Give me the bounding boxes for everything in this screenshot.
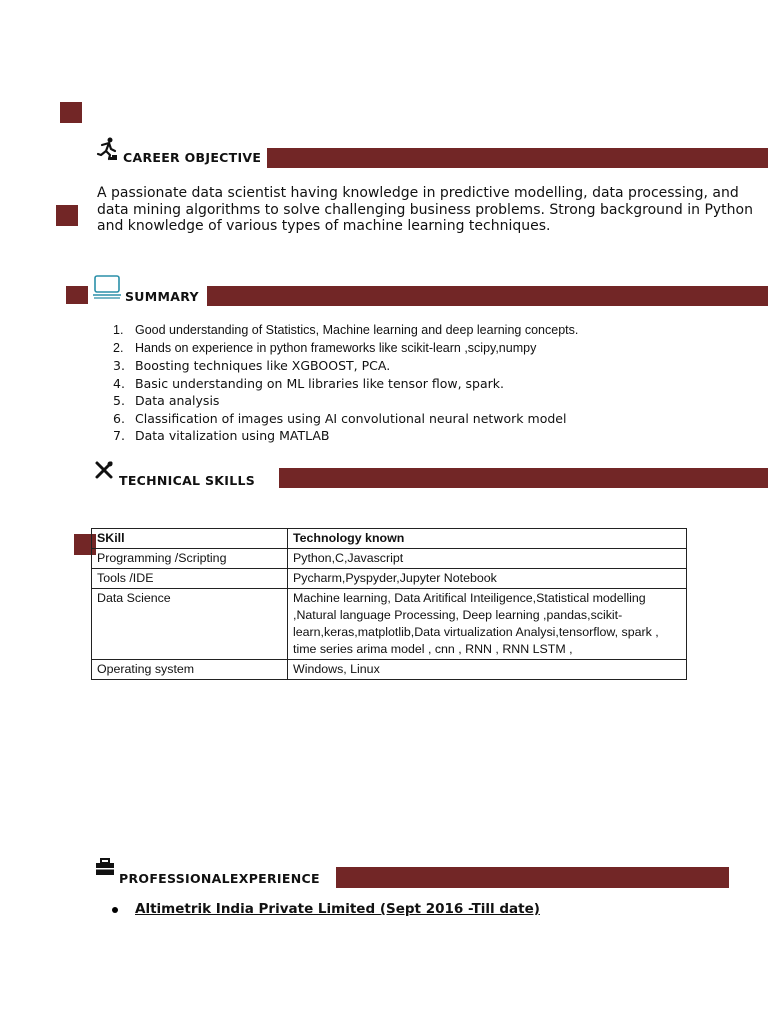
technology-cell: Pycharm,Pyspyder,Jupyter Notebook xyxy=(288,569,687,589)
technology-cell: Python,C,Javascript xyxy=(288,549,687,569)
skill-cell: Tools /IDE xyxy=(92,569,288,589)
list-item: 3. Boosting techniques like XGBOOST, PCA. xyxy=(113,358,391,373)
bullet-dot xyxy=(112,907,118,913)
table-header-row xyxy=(92,529,687,549)
column-header: SKill xyxy=(92,529,288,549)
table-row xyxy=(92,589,687,660)
experience-heading: PROFESSIONALEXPERIENCE xyxy=(119,871,320,886)
skill-cell: Data Science xyxy=(92,589,288,660)
summary-list xyxy=(97,322,578,445)
technology-cell: Windows, Linux xyxy=(288,660,687,680)
list-item: 4. Basic understanding on ML libraries like tensor flow, spark. xyxy=(113,375,504,391)
list-item: 1. Good understanding of Statistics, Machine learning and deep learning concepts. xyxy=(113,323,579,337)
decorative-square xyxy=(66,286,88,304)
column-header: Technology known xyxy=(288,529,687,549)
technical-skills-heading: TECHNICAL SKILLS xyxy=(119,473,256,488)
decorative-square xyxy=(56,205,78,226)
skill-cell: Programming /Scripting xyxy=(92,549,288,569)
technology-cell: Machine learning, Data Aritifical Inteiligence,Statistical modelling ,Natural language Processing, Deep learning ,pandas,scikit-learn,keras,matplotlib,Data virtualization Analysi,tensorflow, spark , time series arima model , cnn , RNN , RNN LSTM , xyxy=(288,589,687,660)
skills-table xyxy=(91,528,687,680)
decorative-square xyxy=(60,102,82,123)
skill-cell: Operating system xyxy=(92,660,288,680)
list-item: 6. Classification of images using AI convolutional neural network model xyxy=(113,410,567,426)
briefcase-icon xyxy=(95,858,115,876)
list-item: 2. Hands on experience in python frameworks like scikit-learn ,scipy,numpy xyxy=(113,340,537,355)
table-row xyxy=(92,569,687,589)
section-bar xyxy=(336,867,729,888)
section-bar xyxy=(267,148,768,168)
experience-list xyxy=(135,901,540,917)
table-row xyxy=(92,549,687,569)
runner-icon xyxy=(96,137,118,161)
career-objective-heading: CAREER OBJECTIVE xyxy=(123,150,262,165)
laptop-icon xyxy=(92,275,122,299)
experience-item: Altimetrik India Private Limited (Sept 2016 -Till date) xyxy=(135,901,540,917)
list-item: 5. Data analysis xyxy=(113,393,220,408)
summary-heading: SUMMARY xyxy=(125,289,199,304)
section-bar xyxy=(279,468,768,488)
section-bar xyxy=(207,286,768,306)
career-objective-text: A passionate data scientist having knowledge in predictive modelling, data processing, and data mining algorithms to solve challenging business problems. Strong background in Python and knowledge of various types of machine learning techniques. xyxy=(97,185,753,234)
table-row xyxy=(92,660,687,680)
list-item: 7. Data vitalization using MATLAB xyxy=(113,428,330,443)
tools-icon xyxy=(94,460,114,480)
